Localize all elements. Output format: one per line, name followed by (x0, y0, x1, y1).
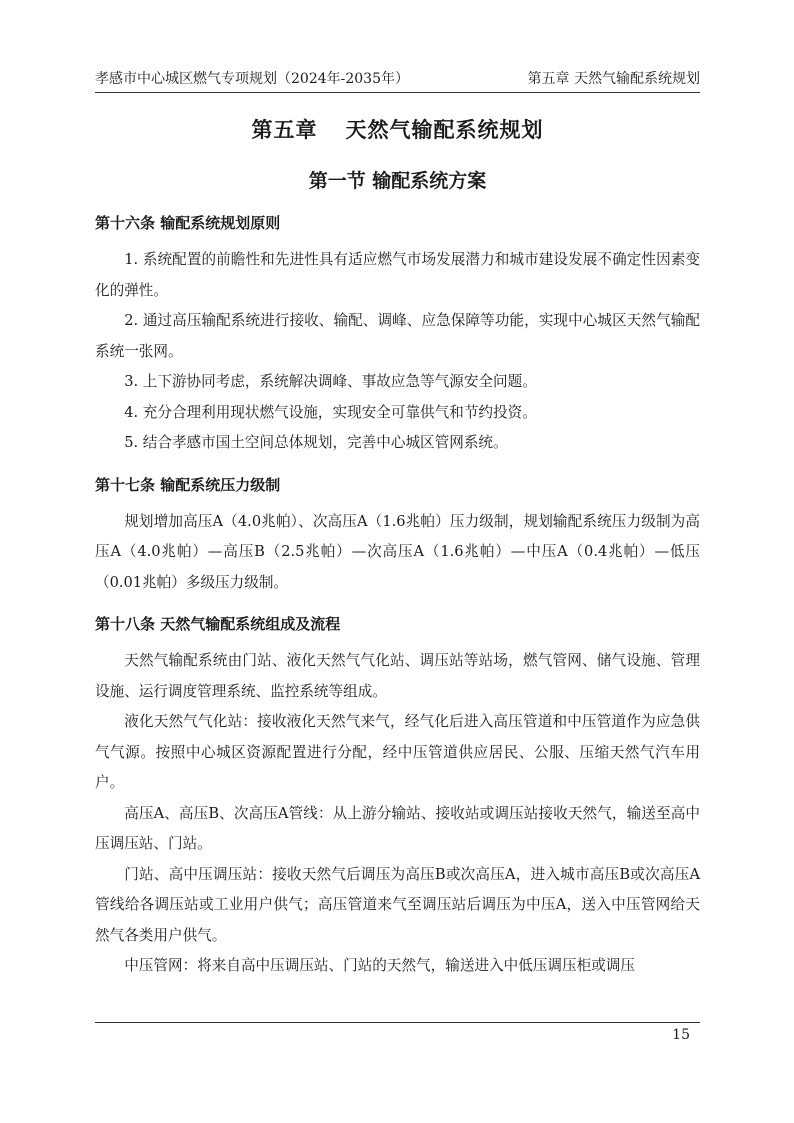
chapter-number: 第五章 (251, 118, 318, 142)
article-heading: 第十六条 输配系统规划原则 (95, 214, 281, 232)
chapter-heading (95, 111, 700, 149)
page-header (95, 66, 700, 93)
header-chapter-title: 第五章 天然气输配系统规划 (527, 71, 700, 87)
article (95, 209, 700, 459)
page-number: 15 (672, 1027, 690, 1043)
article-paragraph: 4. 充分合理利用现状燃气设施，实现安全可靠供气和节约投资。 (124, 403, 537, 421)
article (95, 610, 700, 982)
article-paragraph: 规划增加高压A（4.0兆帕）、次高压A（1.6兆帕）压力级制，规划输配系统压力级制为高压A（4.0兆帕）—高压B（2.5兆帕）—次高压A（1.6兆帕）—中压A（0.4兆帕）—低压（0.01兆帕）多级压力级制。 (95, 512, 700, 591)
article-paragraph: 天然气输配系统由门站、液化天然气气化站、调压站等站场，燃气管网、储气设施、管理设施、运行调度管理系统、监控系统等组成。 (95, 652, 700, 700)
article-heading: 第十七条 输配系统压力级制 (95, 475, 281, 494)
page-content (95, 105, 700, 982)
article-paragraph: 中压管网：将来自高中压调压站、门站的天然气，输送进入中低压调压柜或调压 (124, 957, 635, 974)
section-heading: 第一节 输配系统方案 (308, 170, 487, 192)
article-paragraph: 5. 结合孝感市国土空间总体规划，完善中心城区管网系统。 (124, 434, 508, 451)
article-paragraph: 2. 通过高压输配系统进行接收、输配、调峰、应急保障等功能，实现中心城区天然气输配系统一张网。 (95, 312, 700, 360)
article-paragraph: 高压A、高压B、次高压A管线：从上游分输站、接收站或调压站接收天然气，输送至高中压调压站、门站。 (95, 804, 700, 852)
article-paragraph: 门站、高中压调压站：接收天然气后调压为高压B或次高压A，进入城市高压B或次高压A管线给各调压站或工业用户供气；高压管道来气至调压站后调压为中压A，送入中压管网给天然气各类用户供气。 (95, 865, 700, 944)
article-paragraph: 3. 上下游协同考虑，系统解决调峰、事故应急等气源安全问题。 (124, 373, 537, 390)
header-document-title: 孝感市中心城区燃气专项规划（2024年-2035年） (95, 71, 409, 87)
article-paragraph: 1. 系统配置的前瞻性和先进性具有适应燃气市场发展潜力和城市建设发展不确定性因素变化的弹性。 (95, 251, 700, 299)
article (95, 471, 700, 599)
chapter-title: 天然气输配系统规划 (345, 118, 544, 142)
article-heading: 第十八条 天然气输配系统组成及流程 (95, 615, 341, 633)
page-footer (95, 1022, 700, 1047)
article-paragraph: 液化天然气气化站：接收液化天然气来气，经气化后进入高压管道和中压管道作为应急供气气源。按照中心城区资源配置进行分配，经中压管道供应居民、公服、压缩天然气汽车用户。 (95, 713, 700, 791)
